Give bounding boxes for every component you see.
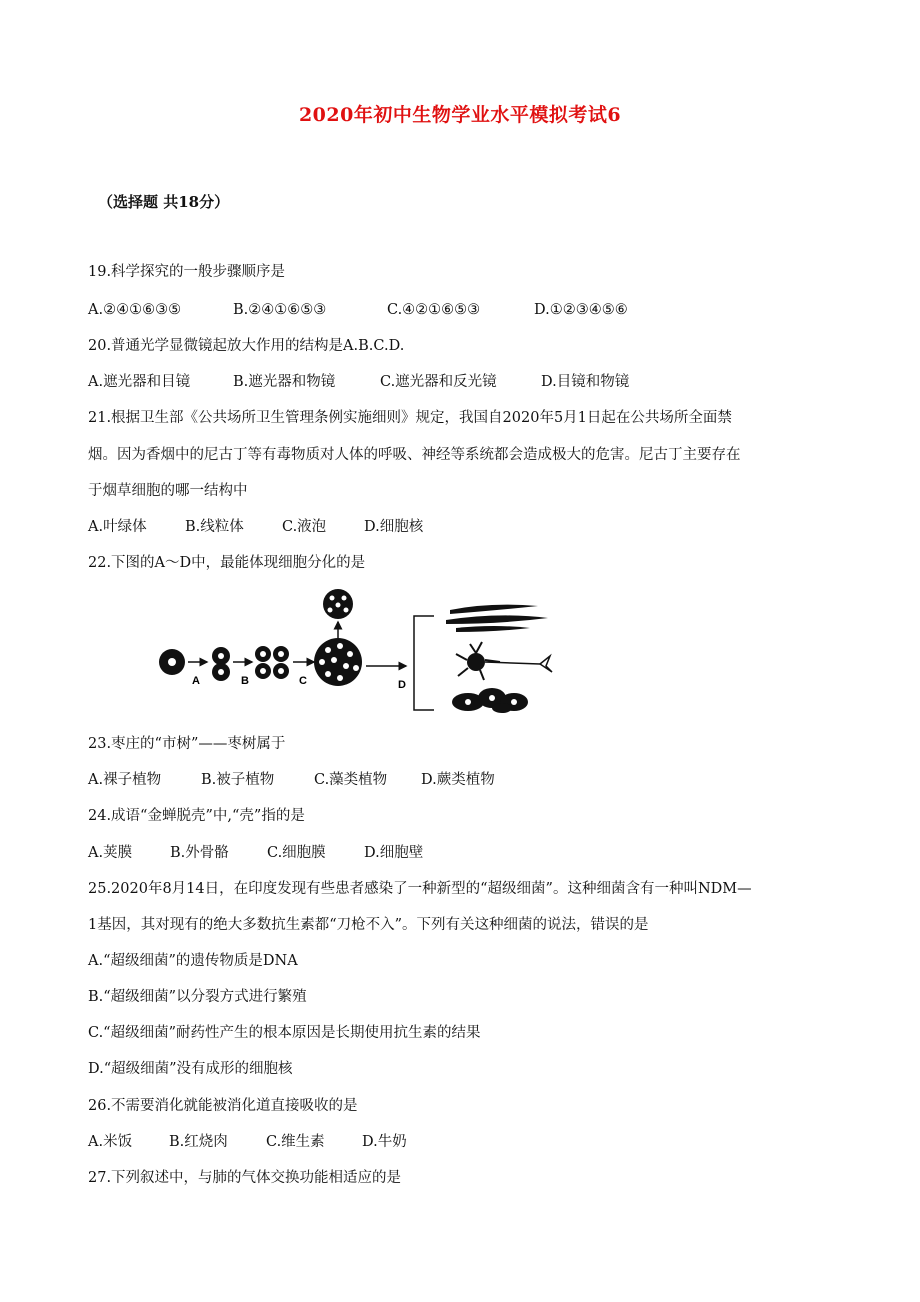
question-24-stem: 24.成语“金蝉脱壳”中,“壳”指的是: [88, 808, 305, 824]
label-b: B: [241, 675, 249, 687]
label-a: A: [192, 675, 200, 687]
question-21-line-1: 21.根据卫生部《公共场所卫生管理条例实施细则》规定，我国自2020年5月1日起在公共场所全面禁: [88, 410, 732, 426]
question-20-stem: 20.普通光学显微镜起放大作用的结构是A.B.C.D.: [88, 338, 405, 354]
four-cells-icon: [255, 646, 289, 679]
option-c: C.藻类植物: [314, 772, 388, 788]
neuron-icon: [456, 642, 552, 680]
label-c: C: [299, 675, 307, 687]
question-26-options: [88, 1132, 407, 1152]
page-title: 2020年初中生物学业水平模拟考试6: [298, 104, 622, 126]
two-cells-icon: [212, 647, 230, 681]
option-d: D.蕨类植物: [421, 772, 495, 788]
question-25-option-d: D.“超级细菌”没有成形的细胞核: [88, 1061, 293, 1077]
question-19-options: [88, 300, 628, 320]
option-b: B.被子植物: [201, 772, 275, 788]
option-c: C.液泡: [282, 519, 327, 535]
cell-division-diagram: [150, 588, 580, 720]
cell-cluster-icon: [323, 589, 353, 619]
question-22-stem: 22.下图的A～D中，最能体现细胞分化的是: [88, 555, 366, 571]
question-25-line-2: 1基因，其对现有的绝大多数抗生素都“刀枪不入”。下列有关这种细菌的说法，错误的是: [88, 917, 649, 933]
option-b: B.②④①⑥⑤③: [233, 302, 327, 318]
question-25-option-b: B.“超级细菌”以分裂方式进行繁殖: [88, 989, 307, 1005]
bracket: [414, 616, 434, 710]
option-a: A.遮光器和目镜: [88, 374, 191, 390]
option-b: B.外骨骼: [170, 845, 229, 861]
label-d: D: [398, 679, 406, 691]
option-a: A.裸子植物: [88, 772, 162, 788]
question-25-option-c: C.“超级细菌”耐药性产生的根本原因是长期使用抗生素的结果: [88, 1025, 481, 1041]
question-23-options: [88, 770, 495, 790]
option-d: D.牛奶: [362, 1134, 407, 1150]
question-25-option-a: A.“超级细菌”的遗传物质是DNA: [88, 953, 298, 969]
option-d: D.①②③④⑤⑥: [534, 302, 628, 318]
question-24-options: [88, 843, 423, 863]
option-c: C.维生素: [266, 1134, 325, 1150]
muscle-tissue-icon: [446, 605, 548, 632]
option-b: B.线粒体: [185, 519, 244, 535]
option-b: B.遮光器和物镜: [233, 374, 336, 390]
question-27-stem: 27.下列叙述中，与肺的气体交换功能相适应的是: [88, 1170, 402, 1186]
option-a: A.荚膜: [88, 845, 133, 861]
option-a: A.②④①⑥③⑤: [88, 302, 182, 318]
option-d: D.细胞壁: [364, 845, 424, 861]
tissue-cells-icon: [452, 688, 528, 713]
option-c: C.④②①⑥⑤③: [387, 302, 481, 318]
option-c: C.细胞膜: [267, 845, 326, 861]
question-25-line-1: 25.2020年8月14日，在印度发现有些患者感染了一种新型的“超级细菌”。这种细菌含有一种叫NDM—: [88, 881, 752, 897]
option-a: A.叶绿体: [88, 519, 147, 535]
cell-mass-icon: [314, 638, 362, 686]
question-26-stem: 26.不需要消化就能被消化道直接吸收的是: [88, 1098, 358, 1114]
section-heading: （选择题 共18分）: [98, 193, 230, 211]
option-d: D.细胞核: [364, 519, 424, 535]
option-b: B.红烧肉: [169, 1134, 228, 1150]
question-21-options: [88, 517, 423, 537]
option-d: D.目镜和物镜: [541, 374, 630, 390]
single-cell-icon: [159, 649, 185, 675]
question-21-line-3: 于烟草细胞的哪一结构中: [88, 483, 248, 499]
question-21-line-2: 烟。因为香烟中的尼古丁等有毒物质对人体的呼吸、神经等系统都会造成极大的危害。尼古丁主要存在: [88, 447, 741, 463]
option-c: C.遮光器和反光镜: [380, 374, 497, 390]
question-23-stem: 23.枣庄的“市树”——枣树属于: [88, 736, 286, 752]
question-19-stem: 19.科学探究的一般步骤顺序是: [88, 264, 286, 280]
question-20-options: [88, 372, 629, 392]
option-a: A.米饭: [88, 1134, 133, 1150]
